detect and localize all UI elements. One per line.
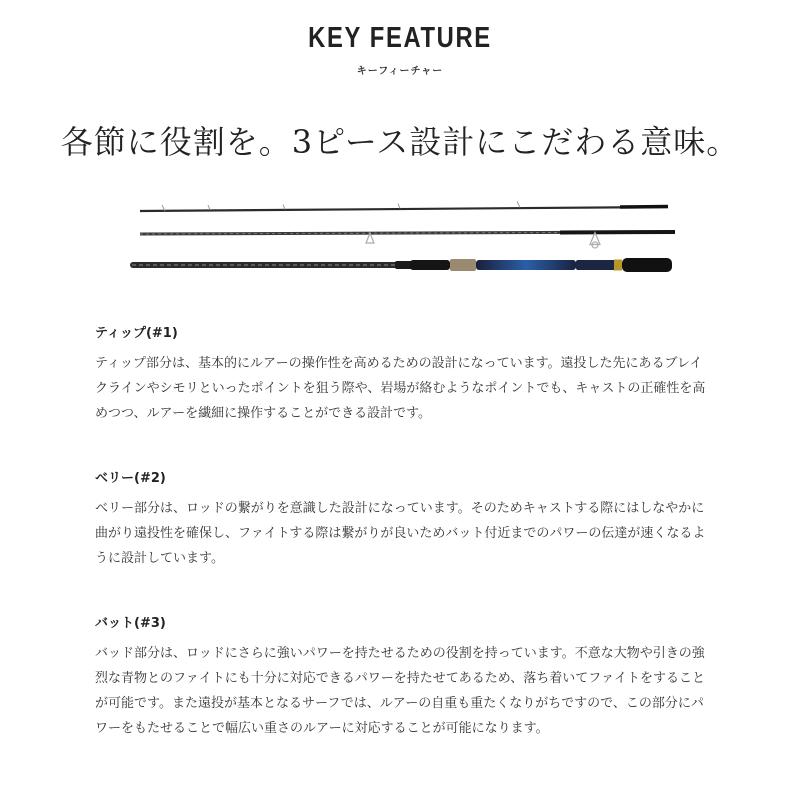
rod-butt-section (130, 258, 672, 272)
rod-tip-section (140, 202, 668, 212)
section-body: ティップ部分は、基本的にルアーの操作性を高めるための設計になっています。遠投した先にあるブレイクラインやシモリといったポイントを狙う際や、岩場が絡むようなポイントでも、キャストの正確性を高めつつ、ルアーを繊細に操作することができる設計です。 (95, 356, 706, 421)
fishing-rod-pieces-image (120, 196, 680, 286)
section-body: バッド部分は、ロッドにさらに強いパワーを持たせるための役割を持っています。不意な大物や引きの強烈な青物とのファイトにも十分に対応できるパワーを持たせてあるため、落ち着いてファイトをすることが可能です。また遠投が基本となるサーフでは、ルアーの自重も重たくなりがちですので、この部分にパワーをもたせることで幅広い重さのルアーに対応することが可能になります。 (95, 646, 705, 736)
section-butt (95, 612, 715, 741)
rod-belly-section (140, 232, 675, 248)
section-tip (95, 322, 715, 426)
section-body: ベリー部分は、ロッドの繋がりを意識した設計になっています。そのためキャストする際にはしなやかに曲がり遠投性を確保し、ファイトする際は繋がりが良いためバット付近までのパワーの伝達が速くなるように設計しています。 (95, 501, 706, 566)
section-title: バット(#3) (95, 616, 166, 631)
section-belly (95, 467, 715, 571)
section-title: ティップ(#1) (95, 326, 178, 341)
section-subheading: キーフィーチャー (356, 66, 444, 77)
section-heading: KEY FEATURE (308, 22, 492, 54)
headline: 各節に役割を。3ピース設計にこだわる意味。 (60, 123, 740, 161)
section-title: ベリー(#2) (95, 471, 166, 486)
